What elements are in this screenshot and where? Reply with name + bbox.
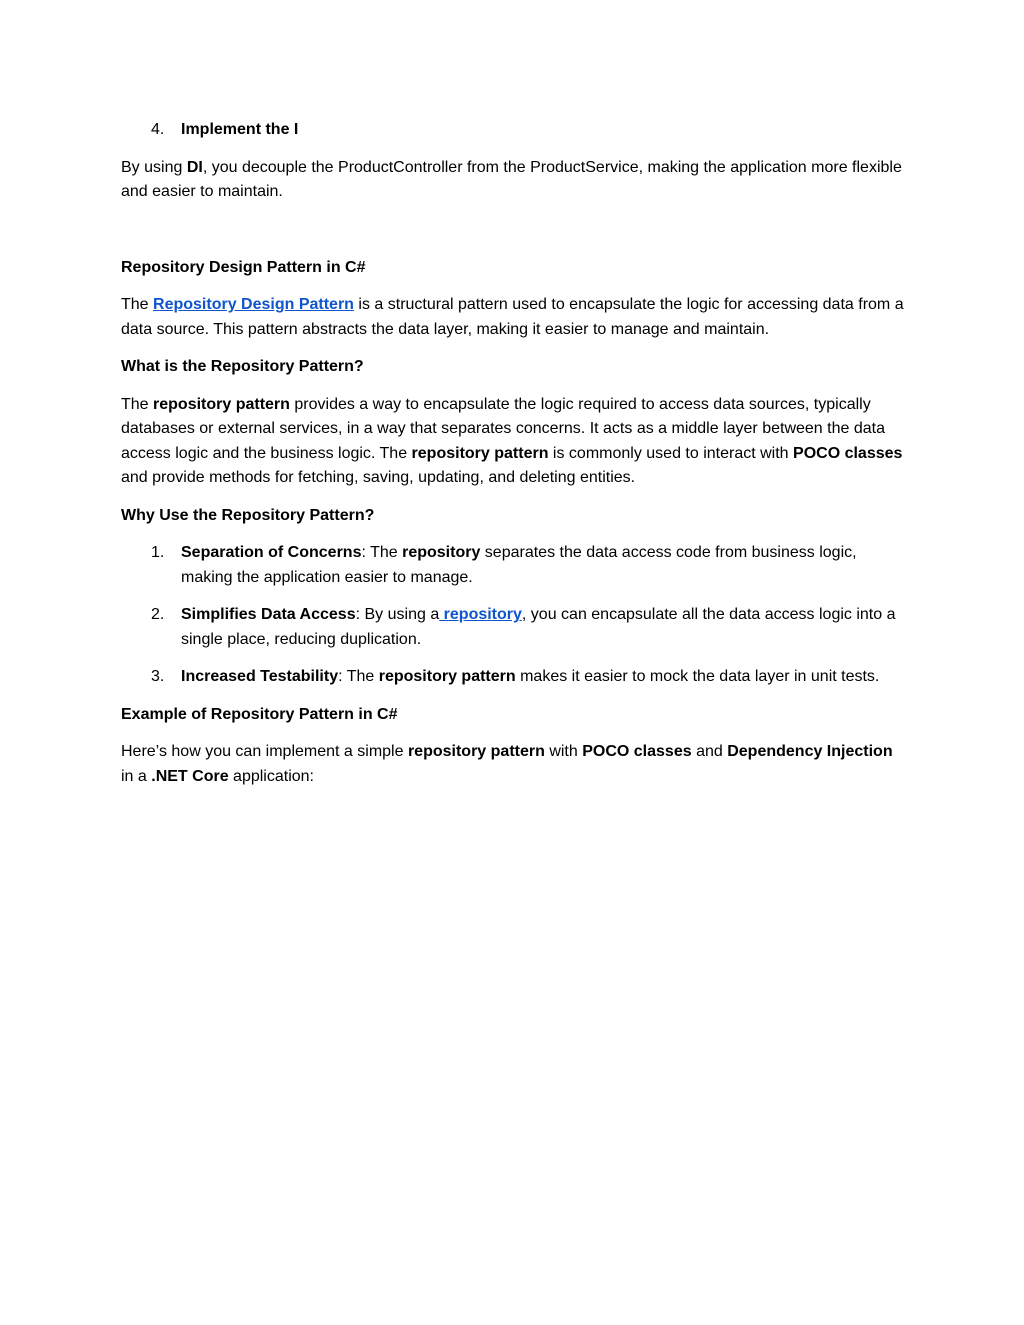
repo-intro-paragraph <box>121 293 907 342</box>
list-number: 3. <box>151 668 165 685</box>
text-run: with <box>544 743 583 760</box>
bold-run: Dependency Injection <box>727 743 893 760</box>
text-run: , you decouple the ProductController from the ProductService, making the application more flexible and easier to maintain. <box>121 158 902 200</box>
bold-run: POCO classes <box>793 444 903 462</box>
list-item <box>121 541 907 590</box>
list-number: 4. <box>151 121 165 138</box>
example-paragraph <box>121 740 907 789</box>
subsection-heading <box>121 703 907 728</box>
bold-run: POCO classes <box>582 743 692 760</box>
document-page <box>121 118 907 802</box>
repository-design-pattern-link[interactable]: Repository Design Pattern <box>153 296 354 313</box>
heading-text: Repository Design Pattern in C# <box>121 258 366 276</box>
bold-run: repository pattern <box>153 395 290 413</box>
text-run: Here’s how you can implement a simple <box>121 743 408 760</box>
text-run: : The <box>338 668 379 685</box>
spacer <box>121 218 907 256</box>
text-run: : By using a <box>355 606 440 623</box>
subsection-heading <box>121 504 907 529</box>
text-run: : The <box>361 544 403 561</box>
list-number: 2. <box>151 606 165 623</box>
bold-run: Separation of Concerns <box>181 544 362 561</box>
repository-link[interactable]: repository <box>439 606 522 623</box>
text-run: application: <box>228 767 314 785</box>
numbered-list-continued <box>121 118 907 143</box>
list-item <box>121 603 907 652</box>
list-item <box>121 665 907 690</box>
heading-text: What is the Repository Pattern? <box>121 358 364 375</box>
bold-run: repository pattern <box>378 668 516 685</box>
text-run: makes it easier to mock the data layer in unit tests. <box>515 668 880 685</box>
text-run: and provide methods for fetching, saving, updating, and deleting entities. <box>121 469 636 486</box>
heading-text: Example of Repository Pattern in C# <box>121 705 398 723</box>
text-run: and <box>691 743 728 760</box>
text-run: is commonly used to interact with <box>548 444 794 462</box>
text-run: provides a way to encapsulate the logic required to access data sources, typically databases or external services, in a way that separates concerns. It acts as a middle layer between the data access logic and the business logic. The <box>121 395 885 462</box>
text-run: is a structural pattern used to encapsulate the logic for accessing data from a data source. This pattern abstracts the data layer, making it easier to manage and maintain. <box>121 296 904 338</box>
text-run: separates the data access code from business logic, making the application easier to manage. <box>181 544 857 586</box>
bold-run: Increased Testability <box>181 668 339 685</box>
bold-run: repository pattern <box>411 444 549 462</box>
text-run: The <box>121 296 154 313</box>
bold-run: .NET Core <box>151 767 229 785</box>
section-heading <box>121 256 907 281</box>
subsection-heading <box>121 355 907 380</box>
why-list <box>121 541 907 690</box>
list-number: 1. <box>151 544 165 561</box>
text-run: in a <box>121 767 152 785</box>
di-paragraph <box>121 156 907 205</box>
heading-text: Why Use the Repository Pattern? <box>121 506 375 524</box>
list-item <box>121 118 907 143</box>
bold-run: Simplifies Data Access <box>181 606 356 623</box>
text-run: The <box>121 395 154 413</box>
bold-run: repository pattern <box>407 743 545 760</box>
text-run: , you can encapsulate all the data access logic into a single place, reducing duplication. <box>181 606 896 648</box>
what-paragraph <box>121 393 907 491</box>
text-run: By using <box>121 158 187 176</box>
list-item-title: Implement the I <box>181 121 299 138</box>
bold-run: DI <box>186 158 203 176</box>
bold-run: repository <box>402 544 481 561</box>
